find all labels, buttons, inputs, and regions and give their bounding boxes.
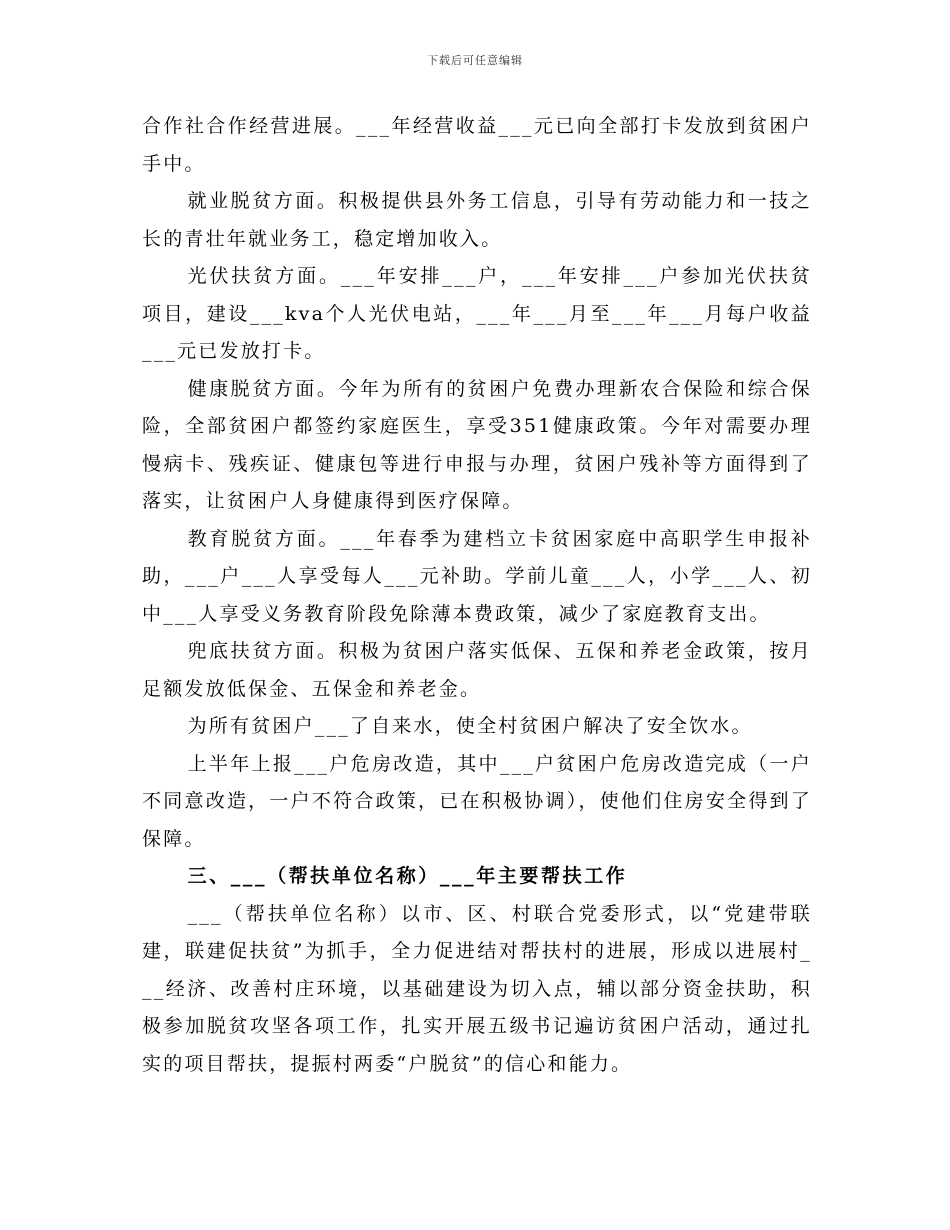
paragraph-health: 健康脱贫方面。今年为所有的贫困户免费办理新农合保险和综合保险，全部贫困户都签约家庭医生，享受351健康政策。今年对需要办理慢病卡、残疾证、健康包等进行申报与办理，贫困户残补等方面得到了落实，让贫困户人身健康得到医疗保障。 [142,377,812,512]
section-heading: 三、___（帮扶单位名称）___年主要帮扶工作 [187,865,628,887]
paragraph-water: 为所有贫困户___了自来水，使全村贫困户解决了安全饮水。 [187,715,753,737]
paragraph-social-security: 兜底扶贫方面。积极为贫困户落实低保、五保和养老金政策，按月足额发放低保金、五保金和养老金。 [142,640,812,700]
paragraph-housing: 上半年上报___户危房改造，其中___户贫困户危房改造完成（一户不同意改造，一户不符合政策，已在积极协调），使他们住房安全得到了保障。 [142,752,812,850]
paragraph-assistance-work: ___（帮扶单位名称）以市、区、村联合党委形式，以“党建带联建，联建促扶贫”为抓手，全力促进结对帮扶村的进展，形成以进展村___经济、改善村庄环境，以基础建设为切入点，辅以部分资金扶助，积极参加脱贫攻坚各项工作，扎实开展五级书记遍访贫困户活动，通过扎实的项目帮扶，提振村两委“户脱贫”的信心和能力。 [142,902,812,1075]
paragraph-cooperative-income: 合作社合作经营进展。___年经营收益___元已向全部打卡发放到贫困户手中。 [142,115,812,175]
page-header: 下载后可任意编辑 [427,54,523,67]
paragraph-education: 教育脱贫方面。___年春季为建档立卡贫困家庭中高职学生申报补助，___户___人享受每人___元补助。学前儿童___人，小学___人、初中___人享受义务教育阶段免除薄本费政策，减少了家庭教育支出。 [142,527,812,625]
paragraph-employment: 就业脱贫方面。积极提供县外务工信息，引导有劳动能力和一技之长的青壮年就业务工，稳定增加收入。 [142,190,812,250]
paragraph-solar: 光伏扶贫方面。___年安排___户，___年安排___户参加光伏扶贫项目，建设___kva个人光伏电站，___年___月至___年___月每户收益___元已发放打卡。 [142,265,812,362]
document-body [142,108,812,1083]
